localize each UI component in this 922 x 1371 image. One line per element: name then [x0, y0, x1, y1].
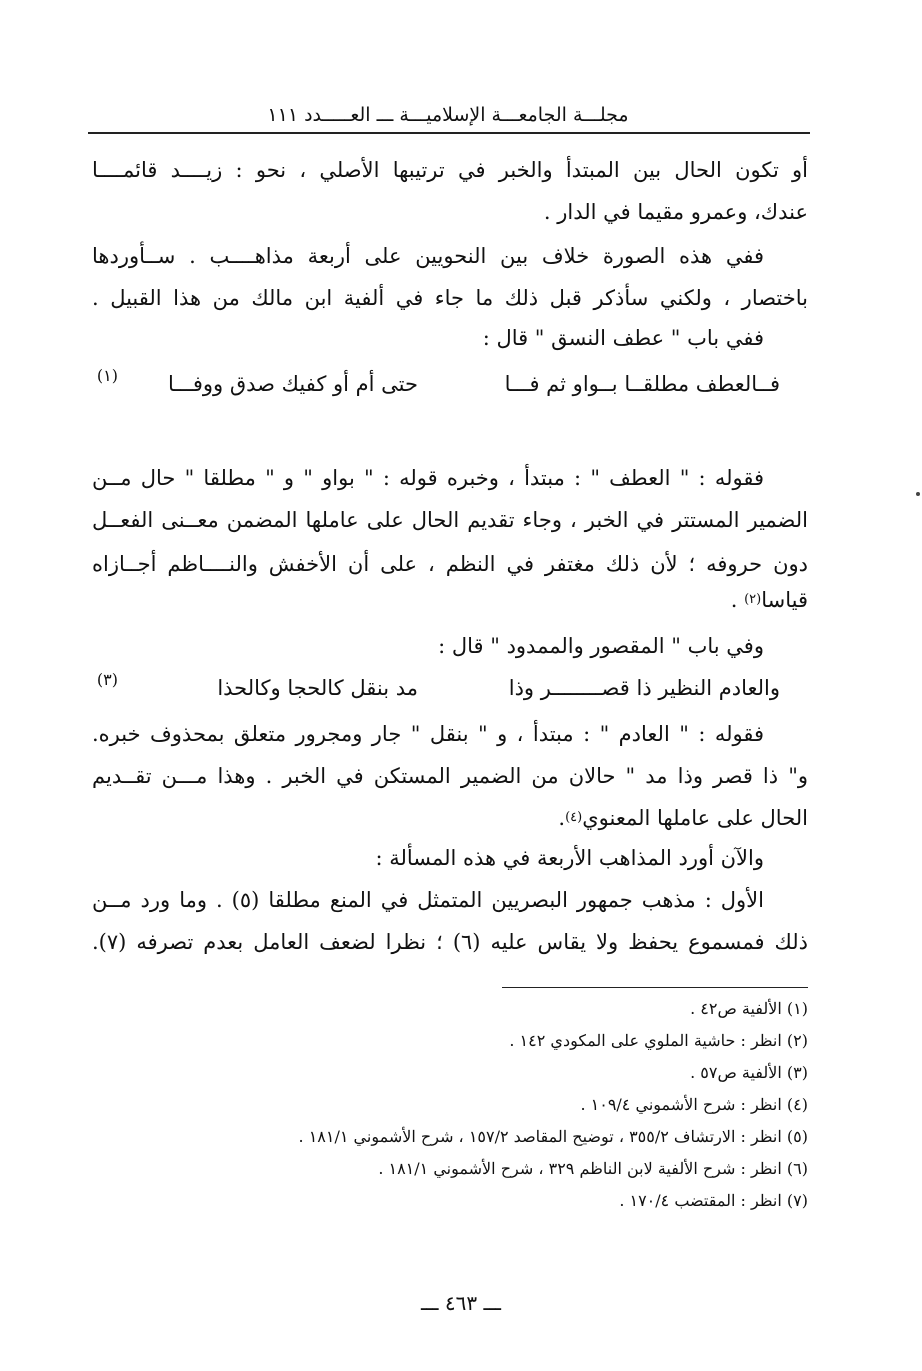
body-line-4: باختصار ، ولكني سأذكر قبل ذلك ما جاء في ألفية ابن مالك من هذا القبيل . — [92, 286, 808, 310]
body-line-2: عندك، وعمرو مقيما في الدار . — [543, 200, 808, 224]
body-line-13-text: الحال على عاملها المعنوي — [582, 806, 808, 830]
body-line-13 — [92, 798, 808, 838]
body-line-1: أو تكون الحال بين المبتدأ والخبر في ترتيبها الأصلي ، نحو : زيــــد قائمــــا — [92, 158, 808, 182]
footnote-5: (٥) انظر : الارتشاف ٣٥٥/٢ ، توضيح المقاصد ١٥٧/٢ ، شرح الأشموني ١٨١/١ . — [298, 1127, 808, 1146]
footnote-4: (٤) انظر : شرح الأشموني ١٠٩/٤ . — [580, 1095, 808, 1114]
footnote-ref-4: (٤) — [565, 810, 583, 825]
footnote-3: (٣) الألفية ص٥٧ . — [690, 1063, 808, 1082]
verse-1 — [92, 364, 808, 404]
page-number: ـــ ٤٦٣ ـــ — [420, 1291, 502, 1315]
verse-2-hemistich-2: مد بنقل كالحجا وكالحذا — [217, 676, 418, 700]
body-line-3: ففي هذه الصورة خلاف بين النحويين على أربعة مذاهــــب . ســأوردها — [92, 244, 764, 268]
body-line-9-end: . — [730, 588, 745, 612]
verse-2 — [92, 668, 808, 708]
body-line-5: ففي باب " عطف النسق " قال : — [482, 326, 764, 350]
verse-1-hemistich-1: فــالعطف مطلقــا بــواو ثم فـــا — [504, 372, 780, 396]
body-line-9-text: قياسا — [761, 588, 808, 612]
running-head: مجلـــة الجامعـــة الإسلاميـــة ـــ العـــــدد ١١١ — [267, 104, 629, 126]
footnote-rule — [502, 987, 808, 988]
verse-2-hemistich-1: والعادم النظير ذا قصــــــــر وذا — [508, 676, 780, 700]
verse-1-footnote-ref: (١) — [96, 366, 118, 385]
body-line-15: الأول : مذهب جمهور البصريين المتمثل في المنع مطلقا (٥) . وما ورد مــن — [92, 888, 764, 912]
footnote-2: (٢) انظر : حاشية الملوي على المكودي ١٤٢ . — [509, 1031, 808, 1050]
footnote-1: (١) الألفية ص٤٢ . — [690, 999, 808, 1018]
header-rule — [88, 132, 810, 134]
body-line-10: وفي باب " المقصور والممدود " قال : — [438, 634, 764, 658]
body-line-6: فقوله : " العطف " : مبتدأ ، وخبره قوله : " بواو " و " مطلقا " حال مــن — [92, 466, 764, 490]
body-line-9 — [92, 580, 808, 620]
body-line-13-end: . — [558, 806, 566, 830]
body-line-7: الضمير المستتر في الخبر ، وجاء تقديم الحال على عاملها المضمن معــنى الفعــل — [92, 508, 808, 532]
scan-speck — [916, 492, 920, 496]
footnote-7: (٧) انظر : المقتضب ١٧٠/٤ . — [619, 1191, 808, 1210]
body-line-14: والآن أورد المذاهب الأربعة في هذه المسألة : — [375, 846, 764, 870]
verse-2-footnote-ref: (٣) — [96, 670, 118, 689]
verse-1-hemistich-2: حتى أم أو كفيك صدق ووفـــا — [168, 372, 418, 396]
body-line-16: ذلك فمسموع يحفظ ولا يقاس عليه (٦) ؛ نظرا لضعف العامل بعدم تصرفه (٧). — [92, 930, 808, 954]
footnote-ref-2: (٢) — [744, 592, 762, 607]
body-line-11: فقوله : " العادم " : مبتدأ ، و " بنقل " جار ومجرور متعلق بمحذوف خبره. — [92, 722, 764, 746]
body-line-8: دون حروفه ؛ لأن ذلك مغتفر في النظم ، على أن الأخفش والنــــاظم أجــازاه — [92, 552, 808, 576]
body-line-12: و" ذا قصر وذا مد " حالان من الضمير المستكن في الخبر . وهذا مـــن تقــديم — [92, 764, 808, 788]
footnote-6: (٦) انظر : شرح الألفية لابن الناظم ٣٢٩ ، شرح الأشموني ١٨١/١ . — [378, 1159, 808, 1178]
